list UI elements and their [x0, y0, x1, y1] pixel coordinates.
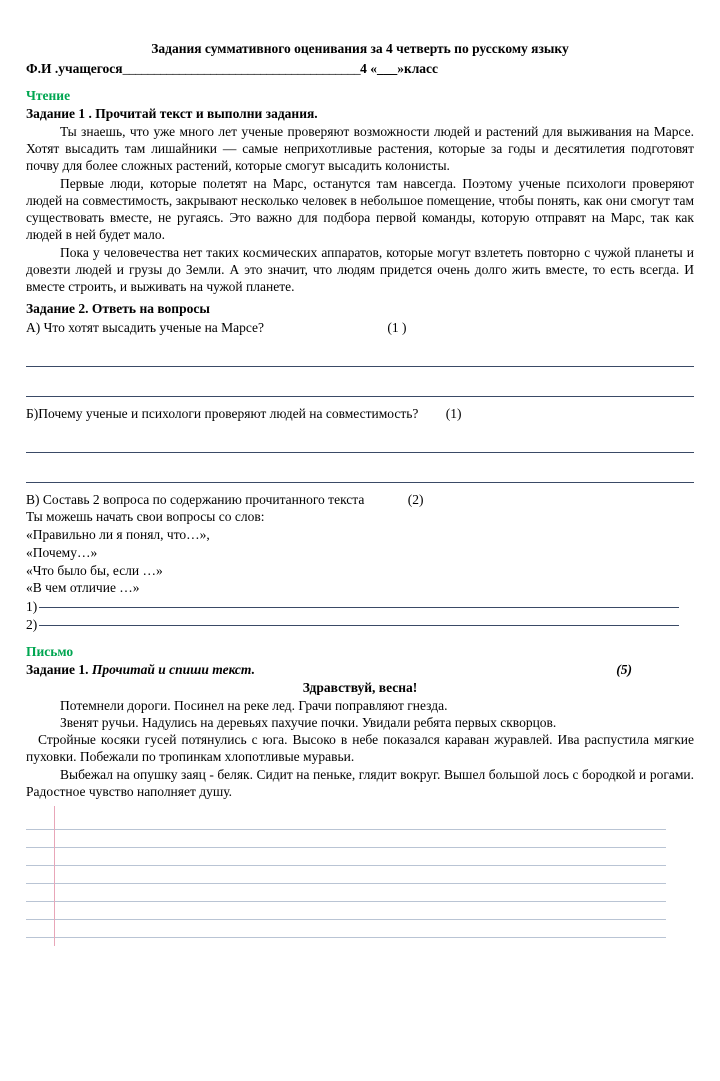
answer-line-a-1[interactable]: [26, 347, 694, 367]
writing-task1-heading: [26, 662, 255, 678]
question-a-points: (1 ): [387, 320, 407, 336]
copy-line[interactable]: [26, 812, 666, 830]
page-title: Задания суммативного оценивания за 4 четверть по русскому языку: [151, 41, 569, 56]
copy-writing-area[interactable]: [26, 812, 666, 942]
question-b: [26, 405, 694, 423]
writing-task1-heading-row: [26, 662, 694, 678]
writing-task1-label: Задание 1.: [26, 661, 92, 677]
writing-text-title: Здравствуй, весна!: [302, 679, 418, 695]
question-a: [26, 319, 694, 337]
reading-paragraph-1: Ты знаешь, что уже много лет ученые проверяют возможности людей и растений для выживания на Марсе. Хотят высадить там лишайники — самые неприхотливые растения, которые за годы и десятилетия подготовят почву для более сложных растений, которые смогут высадить колонисты.: [26, 123, 694, 174]
copy-line[interactable]: [26, 884, 666, 902]
section-writing-title: Письмо: [26, 643, 74, 659]
copy-line[interactable]: [26, 848, 666, 866]
copy-line[interactable]: [26, 920, 666, 938]
hint-line-2: «Почему…»: [26, 544, 98, 560]
student-name-blank[interactable]: ______________________________________: [122, 60, 361, 76]
writing-task1-instruction: Прочитай и спиши текст.: [91, 661, 255, 677]
question-b-text: Б)Почему ученые и психологи проверяют людей на совместимость?: [26, 405, 419, 421]
reading-task1-heading: Задание 1 . Прочитай текст и выполни задания.: [26, 105, 318, 121]
student-question-2[interactable]: [26, 617, 694, 633]
copy-line[interactable]: [26, 902, 666, 920]
answer-line-a-2[interactable]: [26, 377, 694, 397]
answer-line-b-2[interactable]: [26, 463, 694, 483]
hint-intro: Ты можешь начать свои вопросы со слов:: [26, 509, 265, 525]
copy-line[interactable]: [26, 866, 666, 884]
student-name-label: Ф.И .учащегося: [26, 60, 123, 76]
section-reading-title: Чтение: [26, 87, 71, 103]
student-question-2-rule[interactable]: [39, 625, 679, 626]
student-question-2-number: 2): [26, 617, 38, 633]
writing-paragraph-4: Выбежал на опушку заяц - беляк. Сидит на пеньке, глядит вокруг. Вышел большой лось с бородкой и рогами. Радостное чувство наполняет душу.: [26, 766, 694, 799]
student-name-row: [26, 60, 694, 78]
reading-paragraph-3: Пока у человечества нет таких космических аппаратов, которые могут взлететь повторно с чужой планеты и довезти людей и грузы до Земли. А это значит, что людям придется очень долго жить вместе, то есть всегда. И вместе строить, и выживать на чужой планете.: [26, 244, 694, 295]
grade-label: 4 «___»класс: [360, 60, 439, 76]
writing-task1-points: (5): [616, 661, 632, 677]
reading-paragraph-2: Первые люди, которые полетят на Марс, останутся там навсегда. Поэтому ученые психологи проверяют людей на совместимость, закрывают несколько человек в небольшое помещение, чтобы понять, как они смогут там существовать вместе, не ругаясь. Это важно для подбора первой команды, которую отправят на Марс, так как людей в ней будет мало.: [26, 175, 694, 243]
question-a-text: А) Что хотят высадить ученые на Марсе?: [26, 320, 265, 336]
hint-line-1: «Правильно ли я понял, что…»,: [26, 526, 210, 542]
writing-paragraph-3: Стройные косяки гусей потянулись с юга. Высоко в небе показался караван журавлей. Ива распустила мягкие пуховки. Побежали по тропинкам хлопотливые муравьи.: [26, 732, 694, 765]
question-v-text: В) Составь 2 вопроса по содержанию прочитанного текста: [26, 491, 365, 507]
hint-line-3: «Что было бы, если …»: [26, 562, 163, 578]
copy-ruled-lines[interactable]: [26, 812, 666, 942]
answer-line-b-1[interactable]: [26, 433, 694, 453]
student-question-1-rule[interactable]: [39, 607, 679, 608]
document-content: [26, 40, 694, 942]
question-v: [26, 491, 694, 509]
copy-line[interactable]: [26, 830, 666, 848]
writing-paragraph-2: Звенят ручьи. Надулись на деревьях пахучие почки. Увидали ребята первых скворцов.: [60, 714, 557, 730]
reading-task2-heading: Задание 2. Ответь на вопросы: [26, 301, 210, 317]
writing-paragraph-1: Потемнели дороги. Посинел на реке лед. Грачи поправляют гнезда.: [60, 697, 448, 713]
copy-margin-rule: [54, 806, 55, 946]
student-question-1[interactable]: [26, 599, 694, 615]
hint-line-4: «В чем отличие …»: [26, 580, 140, 596]
question-v-points: (2): [407, 491, 424, 507]
student-question-1-number: 1): [26, 599, 38, 615]
question-b-points: (1): [445, 405, 462, 421]
